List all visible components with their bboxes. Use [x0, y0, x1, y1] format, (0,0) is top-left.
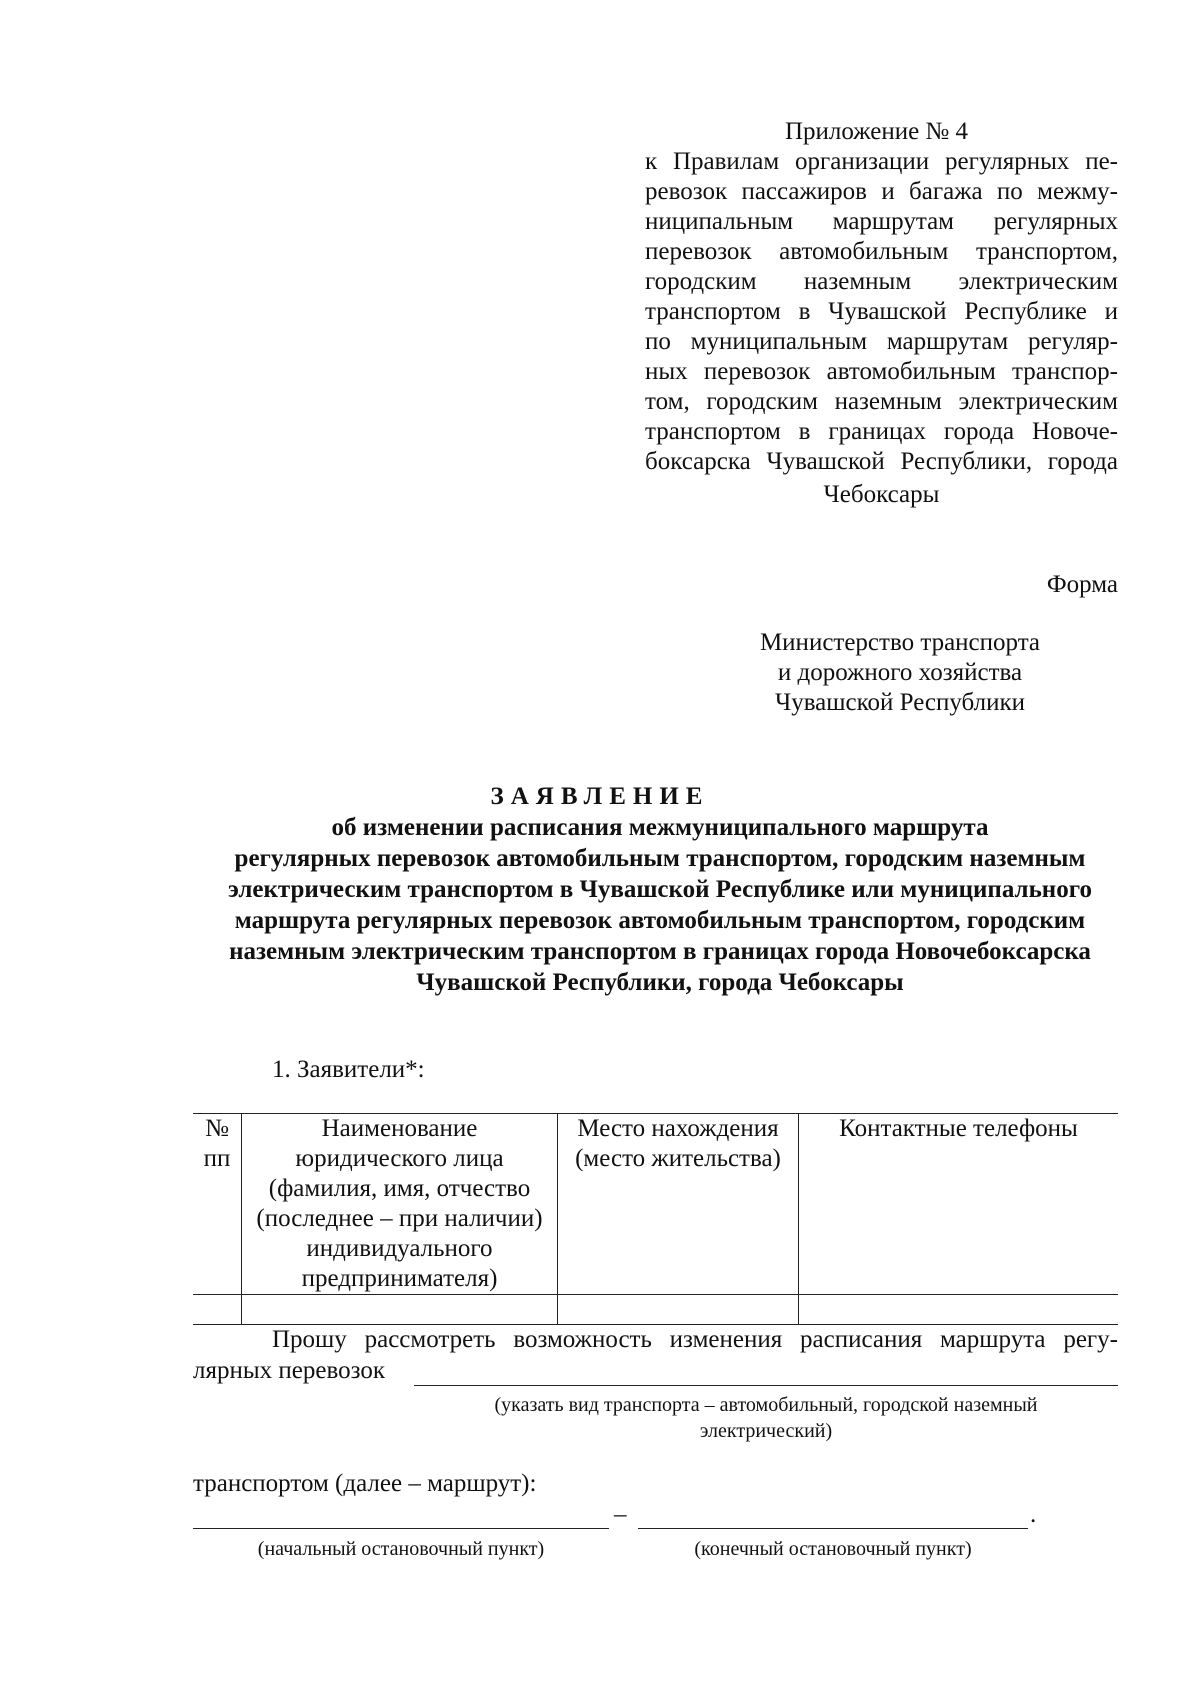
appendix-line: ревозок пассажиров и багажа по межму- — [645, 178, 1118, 205]
appendix-line: транспортом в границах города Новоче- — [645, 418, 1118, 445]
ministry-block — [690, 628, 1110, 718]
column-header-location: Место нахождения (место жительства) — [558, 1114, 799, 1295]
transport-type-hint: (указать вид транспорта – автомобильный, городской наземный электрический) — [494, 1394, 1038, 1442]
start-stop-field[interactable] — [193, 1528, 609, 1529]
appendix-line: том, городским наземным электрическим — [645, 388, 1118, 415]
appendix-title: Приложение № 4 — [785, 118, 969, 145]
appendix-line: к Правилам организации регулярных пе- — [645, 148, 1118, 175]
appendix-line: ных перевозок автомобильным транспор- — [645, 358, 1118, 385]
table-cell[interactable] — [193, 1295, 242, 1325]
document-subtitle — [190, 812, 1130, 998]
table-header-row — [193, 1114, 1118, 1295]
subtitle-line: регулярных перевозок автомобильным транспортом, городским наземным — [234, 845, 1086, 872]
appendix-line: перевозок автомобильным транспортом, — [645, 238, 1118, 265]
subtitle-line: маршрута регулярных перевозок автомобильным транспортом, городским — [234, 907, 1086, 934]
request-text-line: лярных перевозок — [193, 1357, 385, 1384]
applicants-table — [193, 1113, 1118, 1325]
appendix-last-line: Чебоксары — [823, 481, 940, 508]
table-cell[interactable] — [558, 1295, 799, 1325]
column-header-number: № пп — [193, 1114, 242, 1295]
subtitle-line: наземным электрическим транспортом в границах города Новочебоксарска — [229, 938, 1091, 965]
ministry-line: Чувашской Республики — [774, 689, 1026, 716]
appendix-line: боксарска Чувашской Республики, города — [645, 448, 1118, 475]
subtitle-line: электрическим транспортом в Чувашской Республике или муниципального — [228, 876, 1092, 903]
table-row — [193, 1295, 1118, 1325]
ministry-line: Министерство транспорта — [759, 629, 1041, 656]
end-stop-hint: (конечный остановочный пункт) — [694, 1538, 972, 1560]
appendix-line: городским наземным электрическим — [645, 268, 1118, 295]
appendix-line: ниципальным маршрутам регулярных — [645, 208, 1118, 235]
column-header-name: Наименование юридического лица (фамилия, имя, отчество (последнее – при наличии) индивидуального предпринимателя) — [242, 1114, 558, 1295]
appendix-text — [645, 147, 1118, 477]
table-cell[interactable] — [242, 1295, 558, 1325]
appendix-line: по муниципальным маршрутам регуляр- — [645, 328, 1118, 355]
start-stop-hint: (начальный остановочный пункт) — [257, 1538, 545, 1560]
ministry-line: и дорожного хозяйства — [777, 659, 1023, 686]
subtitle-line: Чувашской Республики, города Чебоксары — [416, 969, 904, 996]
column-header-phones: Контактные телефоны — [799, 1114, 1119, 1295]
appendix-line: транспортом в Чувашской Республике и — [645, 298, 1118, 325]
end-stop-field[interactable] — [638, 1528, 1028, 1529]
form-label: Форма — [1046, 571, 1118, 598]
route-dash: – — [614, 1501, 627, 1528]
transport-type-field[interactable] — [414, 1385, 1118, 1386]
document-title: ЗАЯВЛЕНИЕ — [490, 783, 710, 810]
request-text-line: Прошу рассмотреть возможность изменения расписания маршрута регу- — [272, 1326, 1118, 1353]
subtitle-line: об изменении расписания межмуниципального маршрута — [331, 814, 989, 841]
request-text-line: транспортом (далее – маршрут): — [193, 1470, 537, 1497]
route-period: . — [1030, 1501, 1037, 1528]
table-cell[interactable] — [799, 1295, 1119, 1325]
applicants-label: 1. Заявители*: — [272, 1056, 425, 1083]
